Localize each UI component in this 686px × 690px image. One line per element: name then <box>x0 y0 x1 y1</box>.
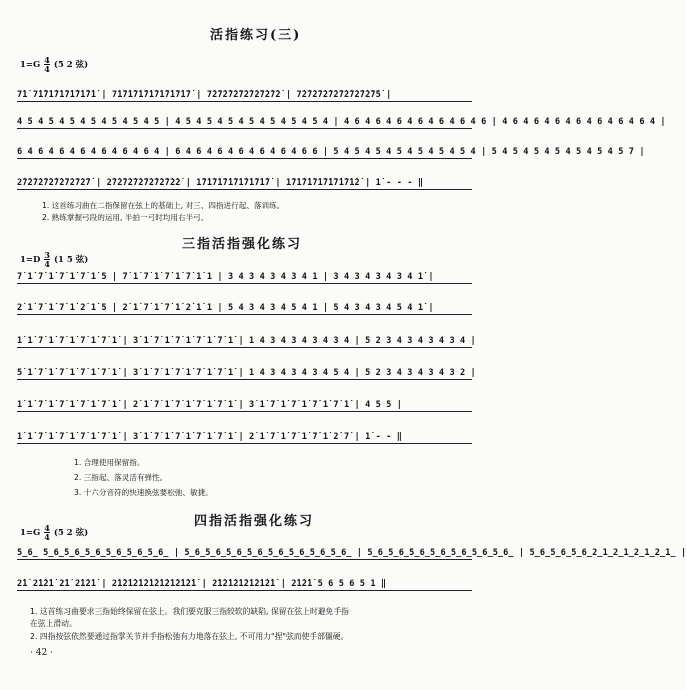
page-number: · 42 · <box>30 648 53 658</box>
string-label: (1 5 弦) <box>53 255 89 265</box>
key-signature: 1=G <box>20 528 41 538</box>
note: 2. 四指按弦依然要通过指掌关节并手指松弛有力地落在弦上, 不可用力"捏"弦而使手部僵硬。 <box>30 632 349 641</box>
time-signature: $\frac{3}{4}$ <box>44 250 50 269</box>
score-line: 1̇ 1̇ 7̇ 1̇ 7̇ 1̇ 7̇ 1̇ 7̇ 1̇ | 3̇ 1̇ 7̇ 1̇ 7̇ 1̇ 7̇ 1̇ 7̇ 1̇ | 2̇ 1̇ 7̇ 1̇ 7̇ 1̇ 7̇ 1̇ 2̇ 7̇ | 1̇ - - ‖ <box>17 432 472 444</box>
section2-title: 三指活指强化练习 <box>182 237 303 252</box>
score-line: 5̲6̲ 5̲6̲5̲6̲5̲6̲5̲6̲5̲6̲5̲6̲ | 5̲6̲5̲6̲5̲6̲5̲6̲5̲6̲5̲6̲5̲6̲5̲6̲ | 5̲6̲5̲6̲5̲6̲5̲6̲5̲6̲5̲6̲5̲6̲ | 5̲6̲5̲6̲5̲6̲2̲1̲2̲1̲2̲1̲2̲1̲ | <box>17 548 686 558</box>
score-line: 1̇ 1̇ 7̇ 1̇ 7̇ 1̇ 7̇ 1̇ 7̇ 1̇ | 2̇ 1̇ 7̇ 1̇ 7̇ 1̇ 7̇ 1̇ 7̇ 1̇ | 3̇ 1̇ 7̇ 1̇ 7̇ 1̇ 7̇ 1̇ 7̇ 1̇ | 4 5 5 | <box>17 400 472 412</box>
note: 2. 熟练掌握弓段的运用, 半拍一弓时均用右半弓。 <box>42 213 209 222</box>
note: 2. 三指起、落灵活有弹性。 <box>74 473 168 482</box>
string-label: (5 2 弦) <box>53 60 89 70</box>
section3-key <box>20 524 88 541</box>
score-line: 2̇7̇2̇7̇2̇7̇2̇7̇2̇7̇2̇7̇2̇7̇ | 2̇7̇2̇7̇2̇7̇2̇7̇2̇7̇2̇7̇2̇2̇ | 1̇7̇1̇7̇1̇7̇1̇7̇1̇7̇1̇7̇1̇7̇ | 1̇7̇1̇7̇1̇7̇1̇7̇1̇7̇1̇7̇1̇2̇ | 1̇ - - - ‖ <box>17 178 472 190</box>
note: 1. 这首练习曲要求三指始终保留在弦上。我们要克服三指较软的缺陷, 保留在弦上时避免手指 <box>30 607 349 616</box>
note: 1. 合理使用保留指。 <box>74 458 145 467</box>
time-signature: $\frac{4}{4}$ <box>44 55 50 74</box>
string-label: (5 2 弦) <box>53 528 89 538</box>
note: 在弦上滑动。 <box>30 619 77 628</box>
section3-title: 四指活指强化练习 <box>194 514 315 529</box>
key-signature: 1=G <box>20 60 41 70</box>
note: 3. 十六分音符的快速换弦要松弛、敏捷。 <box>74 488 213 497</box>
score-line: 7̇1̇ 7̇1̇7̇1̇7̇1̇7̇1̇7̇1̇7̇1̇ | 7̇1̇7̇1̇7̇1̇7̇1̇7̇1̇7̇1̇7̇1̇7̇ | 7̇2̇7̇2̇7̇2̇7̇2̇7̇2̇7̇2̇7̇2̇ | 7̇2̇7̇2̇7̇2̇7̇2̇7̇2̇7̇2̇7̇2̇7̇5̇ | <box>17 90 472 102</box>
score-line: 4 5 4 5 4 5 4 5 4 5 4 5 4 5 | 4 5 4 5 4 5 4 5 4 5 4 5 4 5 4 | 4 6 4 6 4 6 4 6 4 6 4 6 4 6 | 4 6 4 6 4 6 4 6 4 6 4 6 4 6 4 | <box>17 117 666 127</box>
score-line: 6 4 6 4 6 4 6 4 6 4 6 4 6 4 | 6 4 6 4 6 4 6 4 6 4 6 4 6 6 | 5 4 5 4 5 4 5 4 5 4 5 4 5 4 | 5 4 5 4 5 4 5 4 5 4 5 4 5 7 | <box>17 147 645 157</box>
section1-title: 活指练习(三) <box>210 28 302 43</box>
score-line: 2̇1̇ 2̇1̇2̇1̇ 2̇1̇ 2̇1̇2̇1̇ | 2̇1̇2̇1̇2̇1̇2̇1̇2̇1̇2̇1̇2̇1̇2̇1̇ | 2̇1̇2̇1̇2̇1̇2̇1̇2̇1̇2̇1̇ | 2̇1̇2̇1̇ 5 6 5 6 5 1 ‖ <box>17 579 472 591</box>
score-line: 1̇ 1̇ 7̇ 1̇ 7̇ 1̇ 7̇ 1̇ 7̇ 1̇ | 3̇ 1̇ 7̇ 1̇ 7̇ 1̇ 7̇ 1̇ 7̇ 1̇ | 1 4 3 4 3 4 3 4 3 4 | 5 2 3 4 3 4 3 4 3 4 | <box>17 336 476 346</box>
note: 1. 这首练习曲在二指保留在弦上的基础上, 对三、四指进行起、落训练。 <box>42 201 285 210</box>
score-line: 5̇ 1̇ 7̇ 1̇ 7̇ 1̇ 7̇ 1̇ 7̇ 1̇ | 3̇ 1̇ 7̇ 1̇ 7̇ 1̇ 7̇ 1̇ 7̇ 1̇ | 1 4 3 4 3 4 3 4 5 4 | 5 2 3 4 3 4 3 4 3 2 | <box>17 368 476 378</box>
section2-key <box>20 251 88 268</box>
time-signature: $\frac{4}{4}$ <box>44 523 50 542</box>
key-signature: 1=D <box>20 255 41 265</box>
section1-key <box>20 56 88 73</box>
score-line: 2̇ 1̇ 7̇ 1̇ 7̇ 1̇ 2̇ 1̇ 5 | 2̇ 1̇ 7̇ 1̇ 7̇ 1̇ 2̇ 1̇ 1 | 5 4 3 4 3 4 5 4 1 | 5 4 3 4 3 4 5 4 1̇ | <box>17 303 472 315</box>
score-line: 7̇ 1̇ 7̇ 1̇ 7̇ 1̇ 7̇ 1̇ 5 | 7̇ 1̇ 7̇ 1̇ 7̇ 1̇ 7̇ 1̇ 1 | 3 4 3 4 3 4 3 4 1 | 3 4 3 4 3 4 3 4 1̇ | <box>17 272 472 284</box>
